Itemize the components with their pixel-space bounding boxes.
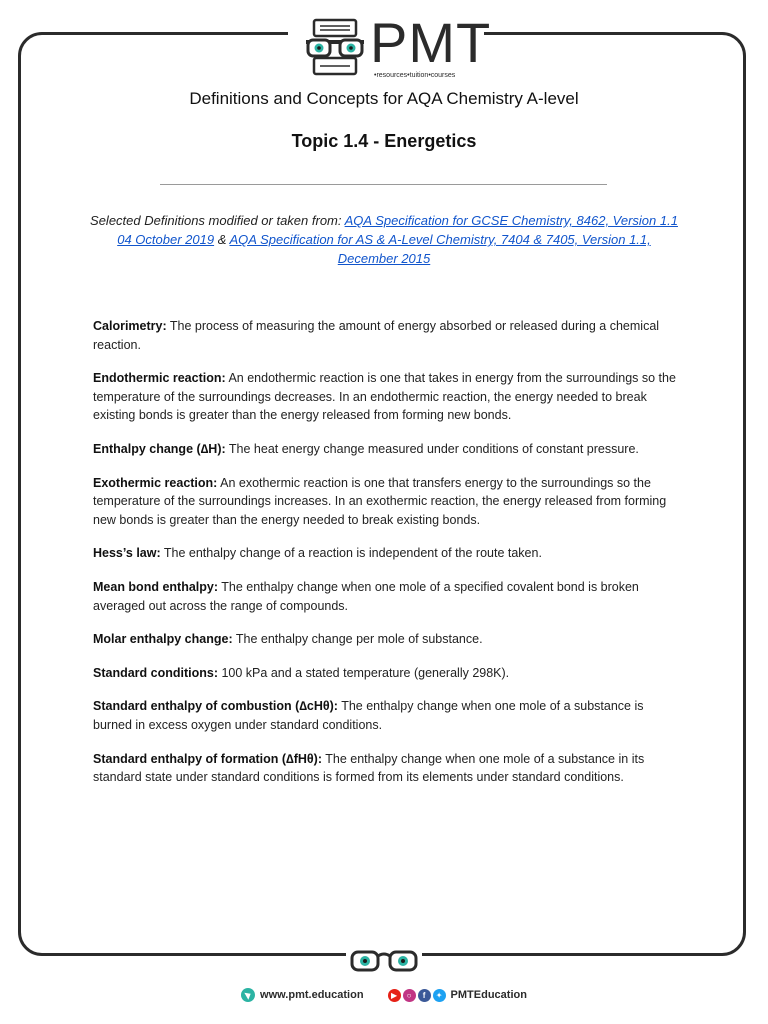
instagram-icon[interactable]: ○ xyxy=(403,989,416,1002)
definition-term: Hess’s law: xyxy=(93,546,161,561)
definitions-list xyxy=(93,317,683,802)
definition-term: Standard enthalpy of combustion (∆cHθ): xyxy=(93,699,338,714)
social-handle[interactable]: PMTEducation xyxy=(450,989,527,1001)
website-link[interactable]: www.pmt.education xyxy=(260,989,364,1001)
definition-item xyxy=(93,664,683,683)
topic-heading: Topic 1.4 - Energetics xyxy=(291,131,477,151)
twitter-icon[interactable]: ✦ xyxy=(433,989,446,1002)
web-icon xyxy=(241,988,255,1002)
definition-term: Molar enthalpy change: xyxy=(93,632,233,647)
definition-term: Standard enthalpy of formation (∆fHθ): xyxy=(93,751,322,766)
definition-text: 100 kPa and a stated temperature (generally 298K). xyxy=(218,665,510,680)
definition-term: Standard conditions: xyxy=(93,665,218,680)
definition-term: Mean bond enthalpy: xyxy=(93,579,218,594)
definition-term: Enthalpy change (∆H): xyxy=(93,441,226,456)
definition-term: Endothermic reaction: xyxy=(93,371,226,386)
alevel-spec-link[interactable]: AQA Specification for AS & A-Level Chemistry, 7404 & 7405, Version 1.1, December 2015 xyxy=(229,232,651,266)
definition-text: An endothermic reaction is one that takes in energy from the surroundings so the temperature of the surroundings decreases. In an endothermic reaction, the energy needed to break existing bonds is greater than the energy released from forming new bonds. xyxy=(93,371,676,423)
definition-item xyxy=(93,630,683,649)
pmt-book-glasses-icon xyxy=(300,18,370,76)
document-title: Definitions and Concepts for AQA Chemistry A-level xyxy=(189,89,579,108)
definition-item xyxy=(93,440,683,459)
definition-term: Calorimetry: xyxy=(93,319,167,333)
footer-glasses-icon xyxy=(346,944,422,976)
definition-item xyxy=(93,369,683,425)
definition-text: The enthalpy change when one mole of a specified covalent bond is broken averaged out across the range of compounds. xyxy=(93,579,639,613)
divider xyxy=(160,184,607,185)
logo-text: PMT xyxy=(370,11,492,74)
definition-item xyxy=(93,578,683,615)
definition-term: Exothermic reaction: xyxy=(93,475,218,490)
definition-text: The enthalpy change when one mole of a substance is burned in excess oxygen under standard conditions. xyxy=(93,699,644,732)
sources-joiner: & xyxy=(214,232,230,247)
footer xyxy=(0,988,768,1002)
definition-text: An exothermic reaction is one that transfers energy to the surroundings so the temperature of the surroundings increases. In an exothermic reaction, the energy released from forming new bonds is greater than the energy needed to break existing bonds. xyxy=(93,475,667,527)
gcse-spec-link[interactable]: AQA Specification for GCSE Chemistry, 8462, Version 1.1 04 October 2019 xyxy=(117,213,678,247)
definition-item xyxy=(93,317,683,354)
definition-text: The enthalpy change when one mole of a substance in its standard state under standard conditions is formed from its elements under standard conditions. xyxy=(93,751,645,785)
definition-item xyxy=(93,750,683,787)
sources-prefix: Selected Definitions modified or taken from: xyxy=(90,213,345,228)
definition-item xyxy=(93,474,683,530)
sources-note xyxy=(90,211,678,268)
definition-item xyxy=(93,544,683,563)
definition-text: The enthalpy change of a reaction is independent of the route taken. xyxy=(160,546,542,561)
facebook-icon[interactable]: f xyxy=(418,989,431,1002)
definition-item xyxy=(93,697,683,734)
definition-text: The enthalpy change per mole of substance. xyxy=(232,632,483,647)
definition-text: The process of measuring the amount of energy absorbed or released during a chemical reaction. xyxy=(93,319,660,352)
definition-text: The heat energy change measured under conditions of constant pressure. xyxy=(225,441,639,456)
pmt-logo xyxy=(288,10,492,82)
logo-tagline: •resources•tuition•courses xyxy=(374,72,456,79)
youtube-icon[interactable]: ▶ xyxy=(388,989,401,1002)
